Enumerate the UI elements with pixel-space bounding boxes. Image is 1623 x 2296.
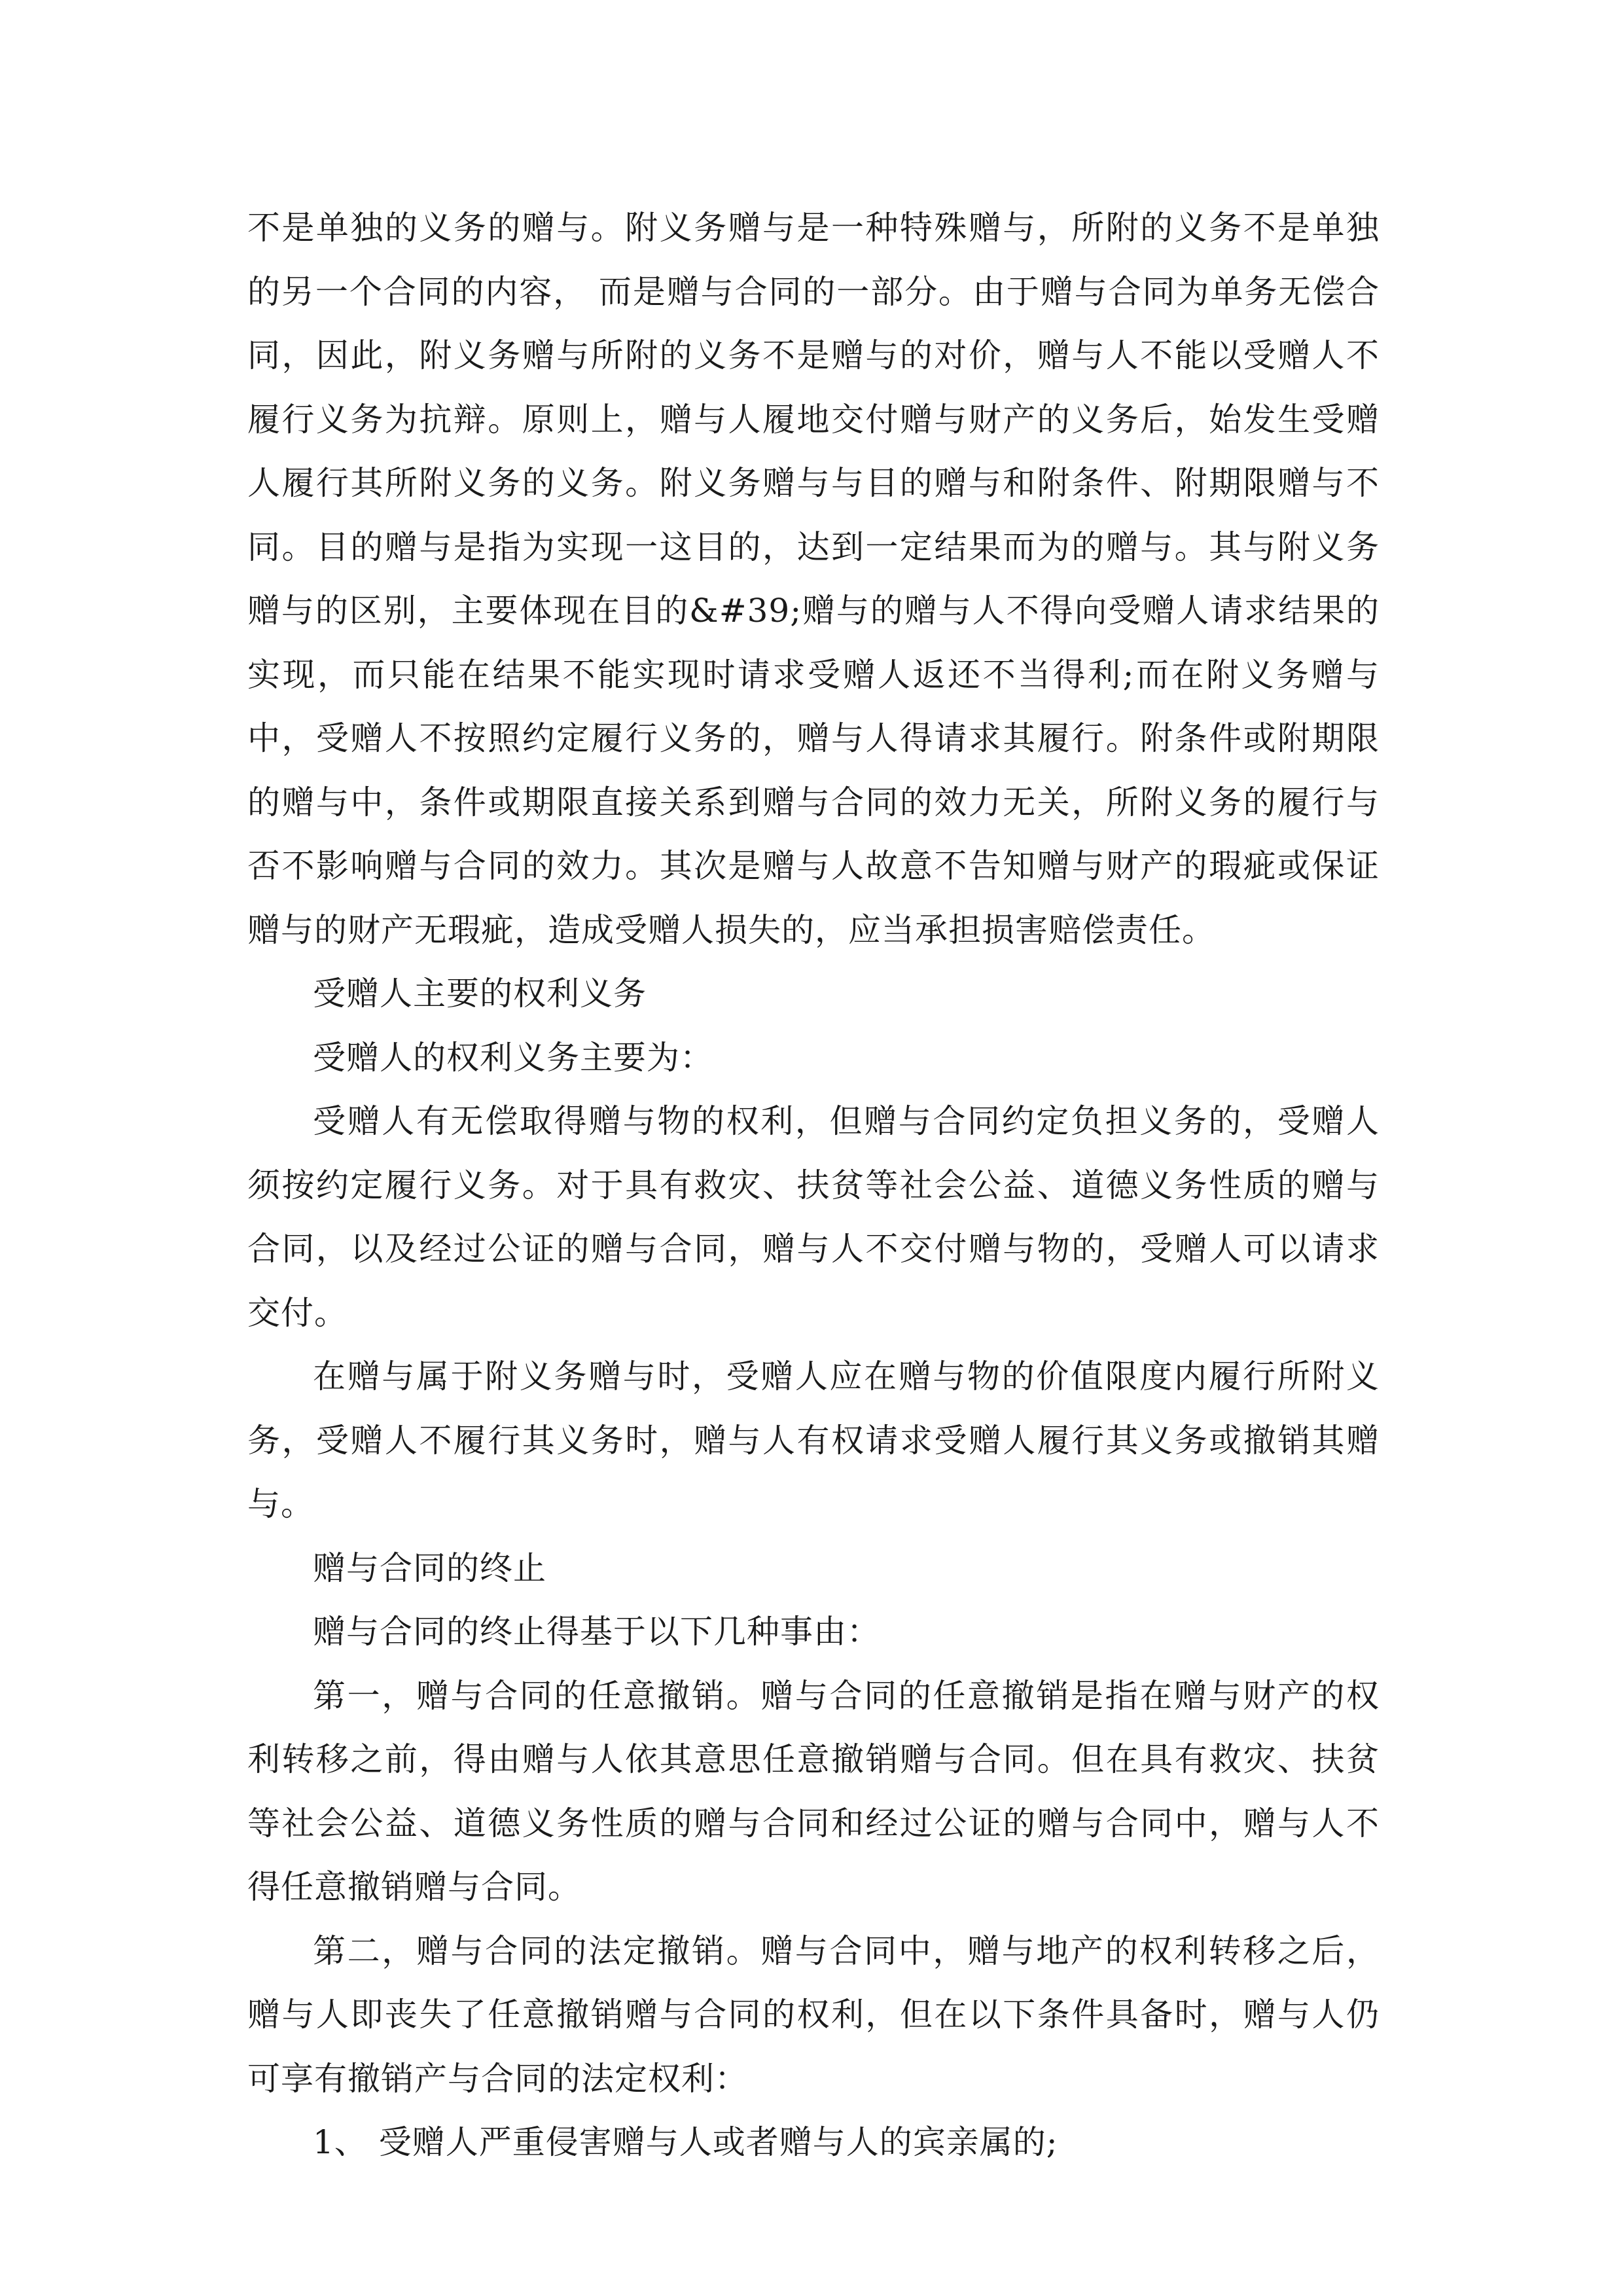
paragraph-donee-intro: 受赠人的权利义务主要为： bbox=[313, 1038, 713, 1077]
paragraph-conditional-gift: 在赠与属于附义务赠与时，受赠人应在赠与物的价值限度内履行所附义务，受赠人不履行其义务时，赠与人有权请求受赠人履行其义务或撤销其赠与。 bbox=[247, 1357, 1380, 1523]
paragraph-first-revocation: 第一，赠与合同的任意撤销。赠与合同的任意撤销是指在赠与财产的权利转移之前，得由赠与人依其意思任意撤销赠与合同。但在具有救灾、扶贫等社会公益、道德义务性质的赠与合同和经过公证的赠与合同中，赠与人不得任意撤销赠与合同。 bbox=[247, 1676, 1380, 1906]
paragraph-termination-intro: 赠与合同的终止得基于以下几种事由： bbox=[313, 1613, 880, 1651]
paragraph-second-revocation: 第二，赠与合同的法定撤销。赠与合同中，赠与地产的权利转移之后，赠与人即丧失了任意撤销赠与合同的权利，但在以下条件具备时，赠与人仍可享有撤销产与合同的法定权利： bbox=[247, 1931, 1380, 2098]
list-item-1: 1、 受赠人严重侵害赠与人或者赠与人的宾亲属的; bbox=[313, 2123, 1058, 2161]
document-body bbox=[247, 196, 1380, 2175]
paragraph-continuation: 不是单独的义务的赠与。附义务赠与是一种特殊赠与，所附的义务不是单独的另一个合同的内容， 而是赠与合同的一部分。由于赠与合同为单务无偿合同，因此，附义务赠与所附的义务不是赠与的对价，赠与人不能以受赠人不履行义务为抗辩。原则上，赠与人履地交付赠与财产的义务后，始发生受赠人履行其所附义务的义务。附义务赠与与目的赠与和附条件、附期限赠与不同。目的赠与是指为实现一这目的，达到一定结果而为的赠与。其与附义务赠与的区别，主要体现在目的&#39;赠与的赠与人不得向受赠人请求结果的实现，而只能在结果不能实现时请求受赠人返还不当得利;而在附义务赠与中，受赠人不按照约定履行义务的，赠与人得请求其履行。附条件或附期限的赠与中，条件或期限直接关系到赠与合同的效力无关，所附义务的履行与否不影响赠与合同的效力。其次是赠与人故意不告知赠与财产的瑕疵或保证赠与的财产无瑕疵，造成受赠人损失的，应当承担损害赔偿责任。 bbox=[247, 209, 1380, 949]
section-heading-donee-rights: 受赠人主要的权利义务 bbox=[313, 975, 647, 1013]
section-heading-termination: 赠与合同的终止 bbox=[313, 1549, 546, 1587]
paragraph-donee-rights: 受赠人有无偿取得赠与物的权利，但赠与合同约定负担义务的，受赠人须按约定履行义务。对于具有救灾、扶贫等社会公益、道德义务性质的赠与合同，以及经过公证的赠与合同，赠与人不交付赠与物的，受赠人可以请求交付。 bbox=[247, 1102, 1380, 1332]
